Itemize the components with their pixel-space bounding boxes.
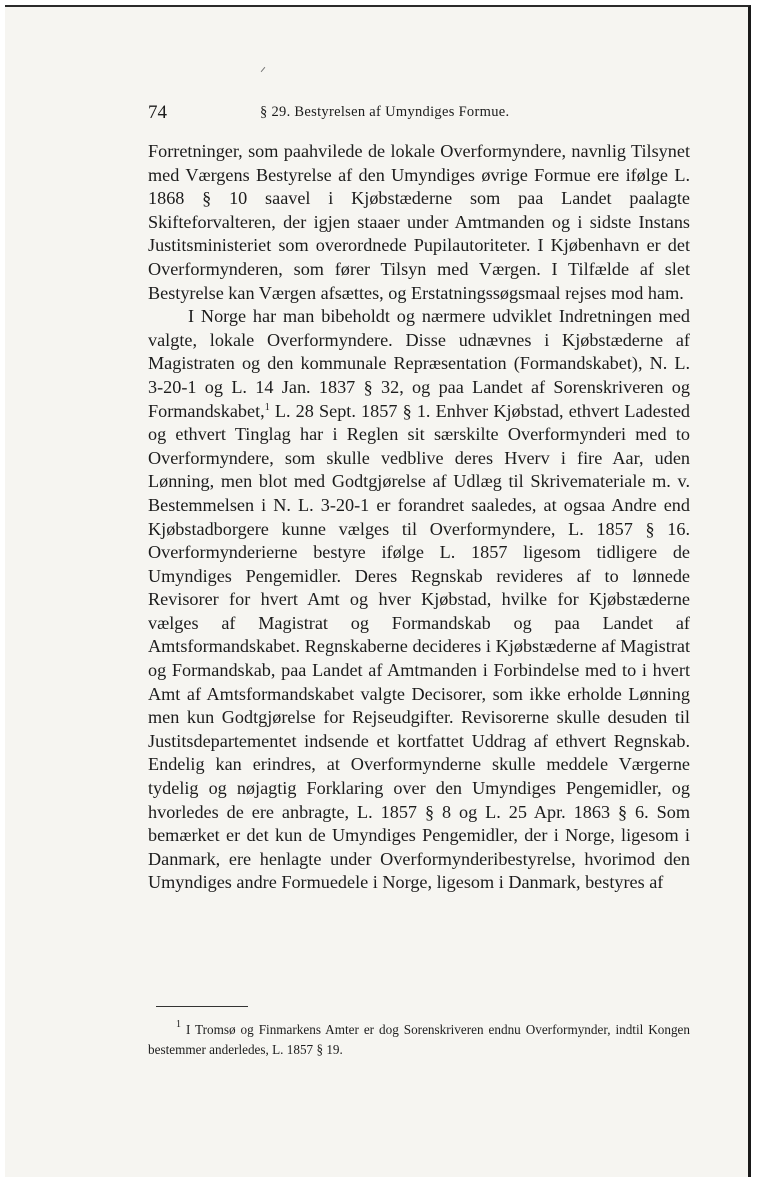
stray-mark <box>261 67 266 72</box>
footnote-reference: 1 <box>264 401 270 413</box>
footnote <box>148 1020 690 1060</box>
paragraph-2 <box>148 305 690 895</box>
page-number: 74 <box>148 102 167 123</box>
section-title: § 29. Bestyrelsen af Umyndiges Formue. <box>260 104 510 120</box>
running-head <box>148 102 690 126</box>
paragraph-2-part-2: L. 28 Sept. 1857 § 1. Enhver Kjøbstad, ethvert Ladested og ethvert Tinglag har i Reglen sit særskilte Overformynderi med to Overformyndere, som skulle vedblive deres Hverv i fire Aar, uden Lønning, men blot med Godtgjørelse af Udlæg til Skrivemateriale m. v. Bestemmelsen i N. L. 3-20-1 er forandret saaledes, at ogsaa Andre end Kjøbstadborgere kunne vælges til Overformyndere, L. 1857 § 16. Overformynderierne bestyre ifølge L. 1857 ligesom tidligere de Umyndiges Pengemidler. Deres Regnskab revideres af to lønnede Revisorer for hvert Amt og hver Kjøbstad, hvilke for Kjøbstæderne vælges af Magistrat og Formandskab og paa Landet af Amtsformandskabet. Regnskaberne decideres i Kjøbstæderne af Magistrat og Formandskab, paa Landet af Amtmanden i Forbindelse med to i hvert Amt af Amtsformandskabet valgte Decisorer, som ikke erholde Lønning men kun Godtgjørelse for Rejseudgifter. Revisorerne skulle desuden til Justitsdepartementet indsende et kortfattet Uddrag af ethvert Regnskab. Endelig kan erindres, at Overformynderne skulle meddele Værgerne tydelig og nøjagtig Forklaring over den Umyndiges Pengemidler, og hvorledes de ere anbragte, L. 1857 § 8 og L. 25 Apr. 1863 § 6. Som bemærket er det kun de Umyndiges Pengemidler, der i Norge, ligesom i Danmark, ere henlagte under Overformynderibestyrelse, hvorimod den Umyndiges andre Formuedele i Norge, ligesom i Danmark, bestyres af <box>148 400 690 893</box>
paragraph-1: Forretninger, som paahvilede de lokale Overformyndere, navnlig Tilsynet med Værgens Bestyrelse af den Umyndiges øvrige Formue ere ifølge L. 1868 § 10 saavel i Kjøbstæderne som paa Landet paalagte Skifteforvalteren, der igjen staaer under Amtmanden og i sidste Instans Justitsministeriet som overordnede Pupilautoriteter. I Kjøbenhavn er det Overformynderen, som fører Tilsyn med Værgen. I Tilfælde af slet Bestyrelse kan Værgen afsættes, og Erstatningssøgsmaal rejses mod ham. <box>148 141 690 303</box>
footnote-divider <box>156 1006 248 1007</box>
footnote-text: I Tromsø og Finmarkens Amter er dog Sorenskriveren endnu Overformynder, indtil Kongen bestemmer anderledes, L. 1857 § 19. <box>148 1022 690 1057</box>
paragraph-2-part-1: I Norge har man bibeholdt og nærmere udviklet Indretningen med valgte, lokale Overformyndere. Disse udnævnes i Kjøbstæderne af Magistraten og den kommunale Repræsentation (Formandskabet), N. L. 3-20-1 og L. 14 Jan. 1837 § 32, og paa Landet af Sorenskriveren og Formandskabet, <box>148 306 690 421</box>
body-text <box>148 140 690 895</box>
footnote-marker: 1 <box>176 1019 181 1030</box>
